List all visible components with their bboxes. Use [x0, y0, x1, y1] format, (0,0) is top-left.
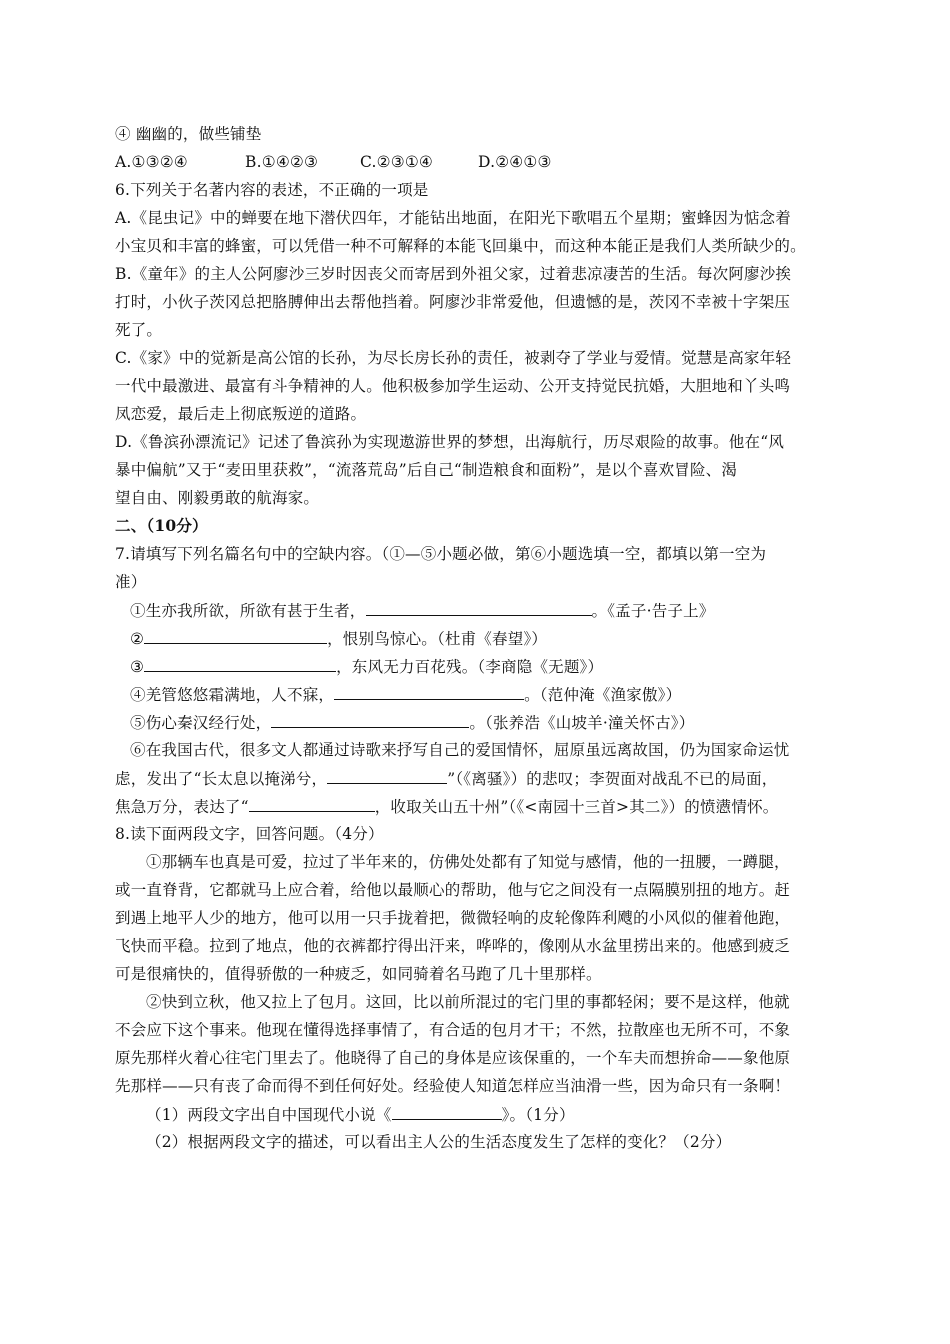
q8-passage-2-line4: 先那样——只有丧了命而得不到任何好处。经验使人知道怎样应当油滑一些，因为命只有一条啊！	[115, 1077, 791, 1095]
q6-stem: 6.下列关于名著内容的表述，不正确的一项是	[115, 181, 429, 199]
q7-item-5-text: ⑤伤心秦汉经行处，	[130, 714, 272, 732]
q7-item-4-source: 。（范仲淹《渔家傲》）	[524, 686, 682, 704]
q6-option-d-line3: 望自由、刚毅勇敢的航海家。	[115, 489, 320, 507]
q8-passage-2-line2: 不会应下这个事来。他现在懂得选择事情了，有合适的包月才干；不然，拉散座也无所不可，不象	[115, 1021, 791, 1039]
q7-item-6-text-c: 焦急万分，表达了“	[115, 798, 249, 816]
q7-item-2	[130, 628, 547, 649]
q6-option-a-line1: A.《昆虫记》中的蝉要在地下潜伏四年，才能钻出地面，在阳光下歌唱五个星期；蜜蜂因为惦念着	[115, 209, 791, 227]
q8-sub-1	[146, 1104, 575, 1125]
q7-stem-line1: 7.请填写下列名篇名句中的空缺内容。（①—⑤小题必做，第⑥小题选填一空，都填以第一空为	[115, 545, 767, 563]
q7-item-5-blank[interactable]	[271, 712, 469, 728]
q5-choices	[115, 152, 552, 172]
q7-item-6-blank-2[interactable]	[249, 796, 375, 812]
q7-item-6-blank-1[interactable]	[327, 768, 447, 784]
q6-option-d-line1: D.《鲁滨孙漂流记》记述了鲁滨孙为实现遨游世界的梦想，出海航行，历尽艰险的故事。他在“风	[115, 433, 785, 451]
q8-passage-2-line3: 原先那样火着心往宅门里去了。他晓得了自己的身体是应该保重的，一个车夫而想拚命——象他原	[115, 1049, 791, 1067]
q6-option-b-line1: B.《童年》的主人公阿廖沙三岁时因丧父而寄居到外祖父家，过着悲凉凄苦的生活。每次阿廖沙挨	[115, 265, 792, 283]
q7-item-3-source: ，东风无力百花残。（李商隐《无题》）	[336, 658, 604, 676]
q8-sub-1-points: 》。（1分）	[501, 1106, 575, 1124]
q8-sub-1-text: （1）两段文字出自中国现代小说《	[146, 1106, 392, 1124]
q5-choice-a: A.①③②④	[115, 153, 188, 171]
q7-item-3-text: ③	[130, 658, 145, 676]
q8-sub-2: （2）根据两段文字的描述，可以看出主人公的生活态度发生了怎样的变化？（2分）	[146, 1133, 732, 1151]
q7-item-2-source: ，恨别鸟惊心。（杜甫《春望》）	[327, 630, 548, 648]
q8-stem: 8.读下面两段文字，回答问题。（4分）	[115, 825, 384, 843]
q7-item-3-blank[interactable]	[144, 656, 336, 672]
q7-item-4	[130, 684, 681, 705]
q7-item-5	[130, 712, 694, 733]
q6-option-b-line3: 死了。	[115, 321, 163, 339]
q5-choice-c: C.②③①④	[360, 153, 434, 171]
q7-item-6-line2	[115, 768, 778, 789]
q7-item-5-source: 。（张养浩《山坡羊·潼关怀古》）	[469, 714, 695, 732]
q7-item-6-line3	[115, 796, 779, 817]
q5-choice-d: D.②④①③	[478, 153, 552, 171]
q8-passage-1-line1: ①那辆车也真是可爱，拉过了半年来的，仿佛处处都有了知觉与感情，他的一扭腰，一蹲腿，	[146, 853, 790, 871]
q7-item-6-text-d: ，收取关山五十州”（《<南园十三首>其二》）的愤懑情怀。	[374, 798, 779, 816]
q8-passage-1-line3: 到遇上地平人少的地方，他可以用一只手拢着把，微微轻响的皮轮像阵利飕的小风似的催着他跑，	[115, 909, 791, 927]
q5-item-4: ④ 幽幽的，做些铺垫	[115, 125, 262, 143]
q7-item-6-text-a: 虑，发出了“长太息以掩涕兮，	[115, 770, 328, 788]
q6-option-c-line2: 一代中最激进、最富有斗争精神的人。他积极参加学生运动、公开支持觉民抗婚，大胆地和丫头鸣	[115, 377, 791, 395]
q7-item-4-text: ④羌管悠悠霜满地，人不寐，	[130, 686, 335, 704]
q8-passage-1-line5: 可是很痛快的，值得骄傲的一种疲乏，如同骑着名马跑了几十里那样。	[115, 965, 602, 983]
q8-sub-1-blank[interactable]	[392, 1104, 502, 1120]
q6-option-b-line2: 打时，小伙子茨冈总把胳膊伸出去帮他挡着。阿廖沙非常爱他，但遗憾的是，茨冈不幸被十字架压	[115, 293, 791, 311]
section-2-heading: 二、（10分）	[115, 516, 208, 535]
q8-passage-2-line1: ②快到立秋，他又拉上了包月。这回，比以前所混过的宅门里的事都轻闲；要不是这样，他就	[146, 993, 790, 1011]
q7-item-1-blank[interactable]	[366, 600, 592, 616]
q7-item-4-blank[interactable]	[334, 684, 524, 700]
q8-passage-1-line4: 飞快而平稳。拉到了地点，他的衣裤都拧得出汗来，哗哗的，像刚从水盆里捞出来的。他感到疲乏	[115, 937, 791, 955]
q7-item-1	[130, 600, 715, 621]
q8-passage-1-line2: 或一直脊背，它都就马上应合着，给他以最顺心的帮助，他与它之间没有一点隔膜别扭的地方。赶	[115, 881, 791, 899]
q7-item-2-blank[interactable]	[144, 628, 327, 644]
q7-item-1-text: ①生亦我所欲，所欲有甚于生者，	[130, 602, 366, 620]
q7-item-3	[130, 656, 603, 677]
q6-option-a-line2: 小宝贝和丰富的蜂蜜，可以凭借一种不可解释的本能飞回巢中，而这种本能正是我们人类所缺少的。	[115, 237, 806, 255]
q7-item-2-text: ②	[130, 630, 145, 648]
q7-stem-line2: 准）	[115, 573, 147, 591]
q7-item-1-source: 。《孟子·告子上》	[591, 602, 715, 620]
q6-option-d-line2: 暴中偏航”又于“麦田里获救”，“流落荒岛”后自己“制造粮食和面粉”，是以个喜欢冒险、渴	[115, 461, 738, 479]
q5-choice-b: B.①④②③	[245, 153, 319, 171]
q6-option-c-line1: C.《家》中的觉新是高公馆的长孙，为尽长房长孙的责任，被剥夺了学业与爱情。觉慧是高家年轻	[115, 349, 792, 367]
q6-option-c-line3: 凤恋爱，最后走上彻底叛逆的道路。	[115, 405, 367, 423]
q7-item-6-line1: ⑥在我国古代，很多文人都通过诗歌来抒写自己的爱国情怀，屈原虽远离故国，仍为国家命运忧	[130, 741, 790, 759]
q7-item-6-text-b: ”（《离骚》）的悲叹；李贺面对战乱不已的局面，	[447, 770, 778, 788]
